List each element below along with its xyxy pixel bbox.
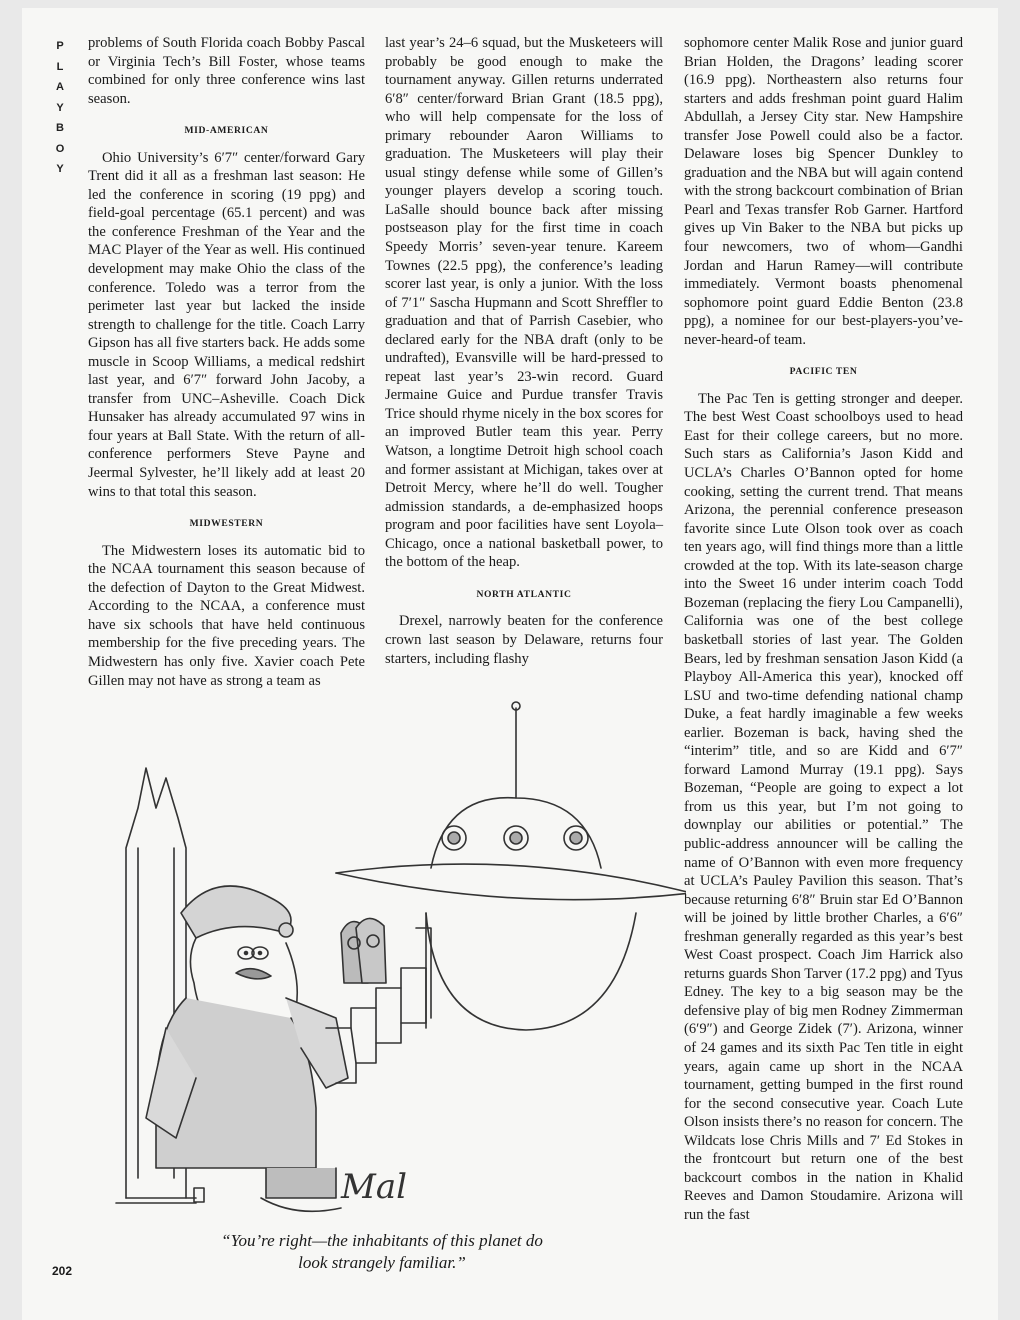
side-mark-letter: O — [55, 142, 65, 155]
side-mark-letter: A — [56, 81, 64, 93]
paragraph-midwestern: The Midwestern loses its automatic bid to the NCAA tournament this season because of the defection of Dayton to the Great Midwest. According to the NCAA, a conference must have six schools that have held continuous membership for the five preceding years. The Midwestern has only five. Xavier coach Pete Gillen may not have as strong a team as — [88, 542, 365, 689]
column-1 — [88, 34, 365, 690]
paragraph-mid-american: Ohio University’s 6′7″ center/forward Gary Trent did it all as a freshman last season: He led the conference in scoring (19 ppg) and field-goal percentage (65.1 percent) and was the conference Freshman of the Year and the MAC Player of the Year as well. His continued development may make Ohio the class of the conference. Toledo was a terror from the perimeter last year but lacked the inside strength to challenge for the title. Coach Larry Gipson has all five starters back. He adds some muscle in Scoop Williams, a medical redshirt last year, and 6′7″ forward John Jacoby, a transfer from UNC–Asheville. Coach Dick Hunsaker has already accumulated 97 wins in four years at Ball State. With the return of all-conference performers Steve Payne and Jeermal Sylvester, he’ll likely add at least 20 wins to that total this season. — [88, 149, 365, 500]
section-heading-mid-american: MID-AMERICAN — [184, 125, 269, 137]
paragraph-north-atlantic-continued: sophomore center Malik Rose and junior guard Brian Holden, the Dragons’ leading scorer (16.9 ppg). Northeastern also returns four starters and adds freshman point guard Halim Abdullah, a Jersey City star. New Hampshire transfer Jose Powell could also be a factor. Delaware loses big Spencer Dunkley to graduation and the NBA but will again contend with the strong backcourt combination of Brian Pearl and Texas transfer Rob Garner. Hartford gives up Vin Baker to the NBA but picks up four newcomers, two of whom—Gandhi Jordan and Harun Ramey—will contribute immediately. Vermont boasts phenomenal sophomore point guard Eddie Benton (23.8 ppg), a nominee for our best-players-you’ve-never-heard-of team. — [684, 35, 963, 348]
page-number: 202 — [52, 1264, 73, 1278]
magazine-page — [22, 8, 998, 1320]
column-2 — [385, 34, 663, 668]
side-mark-letter: Y — [56, 101, 64, 114]
paragraph-midwestern-continued: last year’s 24–6 squad, but the Musketeers will probably be good enough to make the tournament anyway. Gillen returns underrated 6′8″ center/forward Brian Grant (18.5 ppg), who will help compensate for the loss of primary rebounder Aaron Williams to graduation. The Musketeers will play their usual stingy defense while some of Gillen’s younger players develop a scoring touch. LaSalle should bounce back after missing postseason play for the first time in coach Speedy Morris’ seven-year tenure. Kareem Townes (22.5 ppg), the conference’s leading scorer last year, is only a junior. With the loss of 7′1″ Sascha Hupmann and Scott Shreffler to graduation and that of Parrish Casebier, who declared early for the NBA draft (only to be undrafted), Evansville will be hard-pressed to repeat last year’s 23-win record. Guard Jermaine Guice and Purdue transfer Travis Trice should rhyme nicely in the box scores for an improved Butler team this year. Perry Watson, a longtime Detroit high school coach and former assistant at Michigan, takes over at Detroit Mercy, where he’ll do well. Tougher admission standards, a de-emphasized hoops program and poor facilities have sent Loyola–Chicago, once a national basketball power, to the bottom of the heap. — [385, 35, 663, 571]
cartoon-caption — [162, 1230, 602, 1274]
column-3 — [684, 34, 963, 1224]
cartoonist-signature: Mal — [341, 1167, 407, 1207]
side-mark-letter: Y — [56, 163, 64, 175]
cartoon-santa-spaceship — [86, 698, 686, 1238]
side-mark-letter: P — [56, 40, 64, 52]
caption-line-2: look strangely familiar.” — [298, 1253, 466, 1272]
section-heading-pacific-ten: PACIFIC TEN — [789, 366, 858, 378]
side-magazine-mark — [50, 36, 70, 180]
section-heading-midwestern: MIDWESTERN — [189, 518, 264, 530]
caption-line-1: “You’re right—the inhabitants of this planet do — [221, 1231, 543, 1250]
paragraph-pacific-ten: The Pac Ten is getting stronger and deeper. The best West Coast schoolboys used to head East for their college careers, but no more. Such stars as California’s Jason Kidd and UCLA’s Charles O’Bannon opted for home cooking, setting the current trend. That means Arizona, the perennial conference preseason favorite since Lute Olson took over as coach ten years ago, will find things more than a little crowded at the top. With its late-season charge into the Sweet 16 under interim coach Todd Bozeman (replacing the fiery Lou Campanelli), California was one of the best college basketball stories of last year. The Golden Bears, led by freshman sensation Jason Kidd (a Playboy All-America this year), knocked off LSU and two-time defending national champ Duke, a feat hardly imaginable a few weeks earlier. Bozeman is back, having shed the “interim” title, and so are Kidd and 6′7″ forward Lamond Murray (19.1 ppg). Says Bozeman, “People are going to expect a lot from us this year, but I’m not going to downplay our abilities or potential.” The public-address announcer will be calling the name of O’Bannon with even more frequency at UCLA’s Pauley Pavilion this season. That’s because returning 6′8″ Bruin star Ed O’Bannon will be joined by little brother Charles, a 6′6″ freshman generally regarded as this year’s best West Coast prospect. Coach Jim Harrick also returns guards Shon Tarver (17.2 ppg) and Tyus Edney. The key to a big season may be the defensive play of big men Rodney Zimmerman (6′9″) and George Zidek (7′). Arizona, winner of 24 games and its sixth Pac Ten title in eight years, again came up short in the NCAA tournament, getting bumped in the first round for the second consecutive year. Coach Lute Olson insists there’s no reason for concern. The Wildcats lose Chris Mills and 7′ Ed Stokes in the frontcourt but return one of the best backcourt combos in the nation in Khalid Reeves and Damon Stoudamire. Arizona will run the fast — [684, 390, 963, 1223]
section-heading-north-atlantic: NORTH ATLANTIC — [476, 588, 572, 600]
santa-drawing — [146, 886, 348, 1211]
side-mark-letter: B — [56, 122, 64, 134]
spaceship-drawing — [336, 702, 686, 1030]
alien-elves-drawing — [341, 918, 386, 983]
paragraph-lead: problems of South Florida coach Bobby Pascal or Virginia Tech’s Bill Foster, whose teams combined for only three conference wins last season. — [88, 35, 365, 107]
side-mark-letter: L — [56, 60, 64, 73]
paragraph-north-atlantic: Drexel, narrowly beaten for the conference crown last season by Delaware, returns four starters, including flashy — [385, 613, 663, 667]
